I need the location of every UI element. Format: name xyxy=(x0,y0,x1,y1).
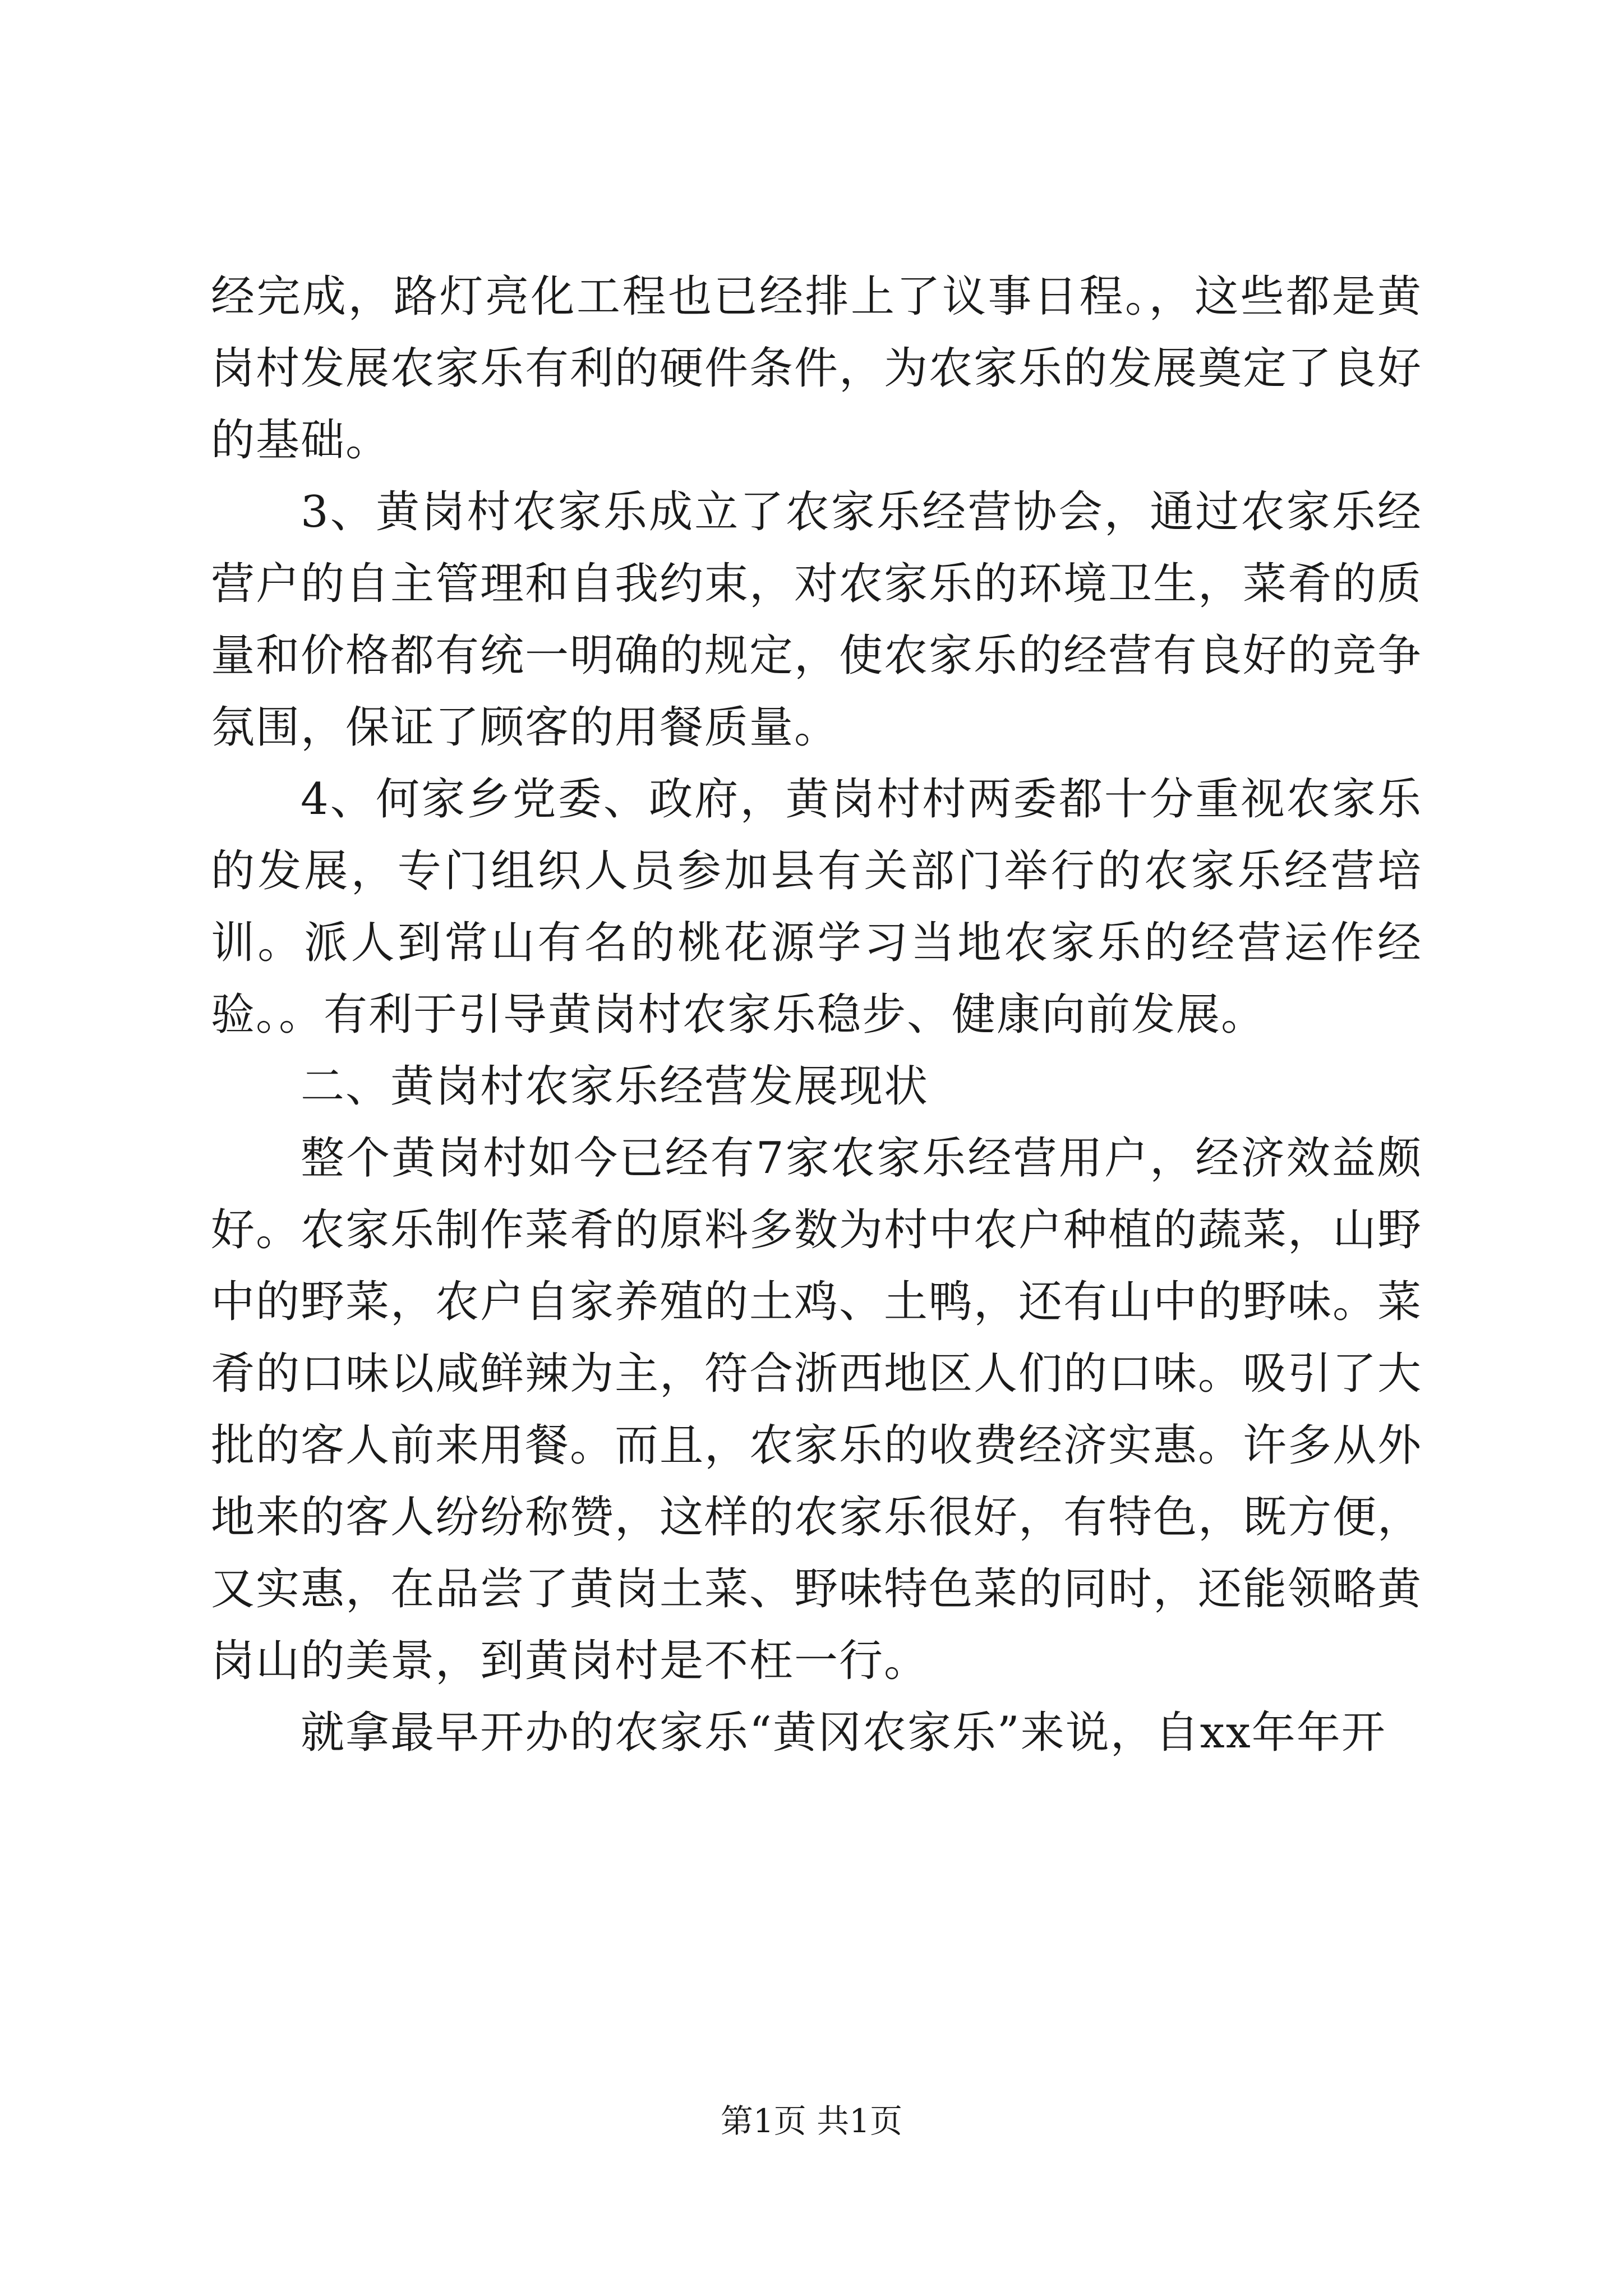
paragraph-item-4: 4、何家乡党委、政府，黄岗村村两委都十分重视农家乐的发展，专门组织人员参加县有关部门举行的农家乐经营培训。派人到常山有名的桃花源学习当地农家乐的经营运作经验。。有利于引导黄岗村农家乐稳步、健康向前发展。 xyxy=(211,774,1422,1040)
paragraph-status: 整个黄岗村如今已经有7家农家乐经营用户，经济效益颇好。农家乐制作菜肴的原料多数为村中农户种植的蔬菜，山野中的野菜，农户自家养殖的土鸡、土鸭，还有山中的野味。菜肴的口味以咸鲜辣为主，符合浙西地区人们的口味。吸引了大批的客人前来用餐。而且，农家乐的收费经济实惠。许多从外地来的客人纷纷称赞，这样的农家乐很好，有特色，既方便，又实惠，在品尝了黄岗土菜、野味特色菜的同时，还能领略黄岗山的美景，到黄岗村是不枉一行。 xyxy=(211,1133,1423,1686)
document-body xyxy=(211,261,1422,1769)
paragraph-example: 就拿最早开办的农家乐“黄冈农家乐”来说，自xx年年开 xyxy=(301,1708,1386,1758)
paragraph-continuation: 经完成，路灯亮化工程也已经排上了议事日程。，这些都是黄岗村发展农家乐有利的硬件条件，为农家乐的发展奠定了良好的基础。 xyxy=(211,272,1423,466)
paragraph-item-3: 3、黄岗村农家乐成立了农家乐经营协会，通过农家乐经营户的自主管理和自我约束，对农家乐的环境卫生，菜肴的质量和价格都有统一明确的规定，使农家乐的经营有良好的竞争氛围，保证了顾客的用餐质量。 xyxy=(211,487,1423,753)
section-heading: 二、黄岗村农家乐经营发展现状 xyxy=(301,1061,929,1112)
page-footer: 第1页 共1页 xyxy=(720,2102,903,2140)
